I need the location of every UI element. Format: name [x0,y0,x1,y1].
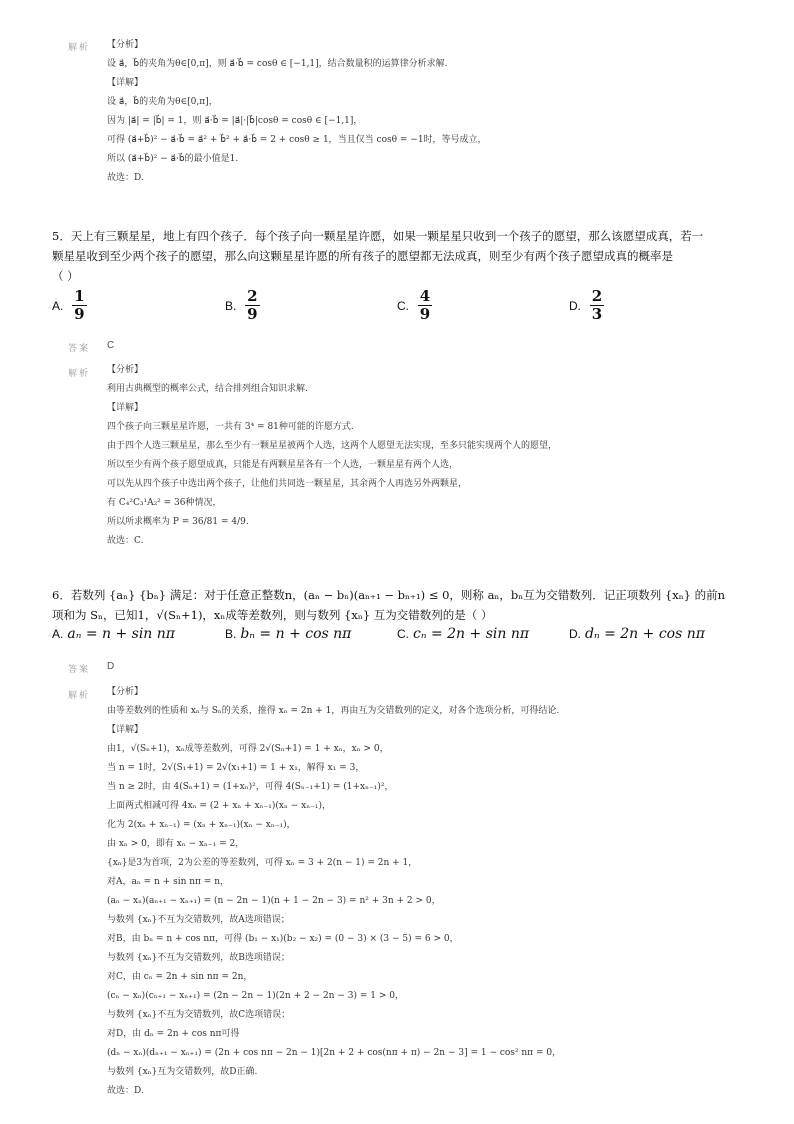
q5-title-line: 5．天上有三颗星星，地上有四个孩子．每个孩子向一颗星星许愿，如果一颗星星只收到一个孩子的愿望，那么该愿望成真，若一 [52,229,704,243]
analysis-line: 对B，由 bₙ = n + cos nπ，可得 (b₁ − x₁)(b₂ − x₂) = (0 − 3) × (3 − 5) = 6 > 0， [107,934,459,944]
analysis-line: 所以所求概率为 P = 36/81 = 4/9. [107,517,249,527]
q6-question [52,585,752,625]
q6-option-b[interactable] [225,624,351,642]
analysis-line: 上面两式相减可得 4xₙ = (2 + xₙ + xₙ₋₁)(xₙ − xₙ₋₁)， [107,801,331,811]
option-expression: aₙ = n + sin nπ [67,626,175,642]
analysis-line: (cₙ − xₙ)(cₙ₊₁ − xₙ₊₁) = (2n − 2n − 1)(2n + 2 − 2n − 3) = 1 > 0， [107,991,404,1001]
answer-label-q5: 答案 [68,344,91,354]
analysis-line: (aₙ − xₙ)(aₙ₊₁ − xₙ₊₁) = (n − 2n − 1)(n + 1 − 2n − 3) = n² + 3n + 2 > 0， [107,896,441,906]
analysis-label-q4: 解析 [68,43,91,53]
option-expression: bₙ = n + cos nπ [240,626,352,642]
fraction-numerator: 4 [419,287,431,305]
option-letter: D. [569,298,581,313]
option-letter: D. [569,627,581,641]
q6-options [52,624,752,664]
analysis-line: 设 a⃗，b⃗的夹角为θ∈[0,π]，则 a⃗·b⃗ = cosθ ∈ [−1,1]，结合数量积的运算律分析求解. [107,59,448,69]
analysis-line: 与数列 {xₙ}互为交错数列，故D正确. [107,1067,258,1077]
q6-option-c[interactable] [397,624,529,642]
analysis-line: 故选：D. [107,1086,144,1096]
q5-option-b[interactable] [225,288,260,323]
option-letter: C. [397,298,409,313]
q5-analysis-block [107,361,757,551]
option-fraction [418,288,432,323]
analysis-label-q6: 解析 [68,691,91,701]
analysis-line: 【详解】 [107,78,144,88]
analysis-line: 由 xₙ > 0，即有 xₙ − xₙ₋₁ = 2， [107,839,245,849]
analysis-label-q5: 解析 [68,369,91,379]
q6-title-line: 项和为 Sₙ，已知1，√(Sₙ+1)，xₙ成等差数列，则与数列 {xₙ} 互为交错数列的是（ ） [52,608,493,622]
analysis-line: 有 C₄²C₃¹A₂² = 36种情况， [107,498,222,508]
analysis-line: 与数列 {xₙ}不互为交错数列，故C选项错误； [107,1010,291,1020]
analysis-line: 【详解】 [107,403,144,413]
analysis-line: 设 a⃗，b⃗的夹角为θ∈[0,π]， [107,97,218,107]
q6-option-a[interactable] [52,624,175,642]
analysis-line: 可以先从四个孩子中选出两个孩子，让他们共同选一颗星星，其余两个人再选另外两颗星， [107,479,468,489]
option-fraction [245,288,259,323]
answer-label-q6: 答案 [68,665,91,675]
analysis-line: 四个孩子向三颗星星许愿，一共有 3⁴ = 81种可能的许愿方式. [107,422,354,432]
q6-title-line: 6．若数列 {aₙ} {bₙ} 满足：对于任意正整数n，(aₙ − bₙ)(aₙ₊₁ − bₙ₊₁) ≤ 0，则称 aₙ，bₙ互为交错数列．记正项数列 {xₙ} 的前n [52,588,726,602]
option-letter: C. [397,627,409,641]
analysis-line: 所以至少有两个孩子愿望成真，只能是有两颗星星各有一个人选，一颗星星有两个人选， [107,460,459,470]
option-letter: A. [52,298,64,313]
analysis-line: (dₙ − xₙ)(dₙ₊₁ − xₙ₊₁) = (2n + cos nπ − 2n − 1)[2n + 2 + cos(nπ + π) − 2n − 3] = 1 − cos² nπ = 0， [107,1048,562,1058]
analysis-line: 所以 (a⃗+b⃗)² − a⃗·b⃗的最小值是1. [107,154,239,164]
fraction-denominator: 3 [591,305,603,323]
analysis-line: 当 n ≥ 2时，由 4(Sₙ+1) = (1+xₙ)²，可得 4(Sₙ₋₁+1) = (1+xₙ₋₁)²， [107,782,394,792]
fraction-numerator: 1 [74,287,85,305]
analysis-line: 与数列 {xₙ}不互为交错数列，故A选项错误； [107,915,290,925]
analysis-line: 由于四个人选三颗星星，那么至少有一颗星星被两个人选，这两个人愿望无法实现，至多只能实现两个人的愿望， [107,441,558,451]
fraction-denominator: 9 [247,305,258,323]
analysis-line: 化为 2(xₙ + xₙ₋₁) = (xₙ + xₙ₋₁)(xₙ − xₙ₋₁)， [107,820,296,830]
option-fraction [590,288,604,323]
q6-analysis-block [107,683,757,1101]
analysis-line: 可得 (a⃗+b⃗)² − a⃗·b⃗ = a⃗² + b⃗² + a⃗·b⃗ = 2 + cosθ ≥ 1，当且仅当 cosθ = −1时，等号成立， [107,135,487,145]
analysis-line: {xₙ}是3为首项，2为公差的等差数列，可得 xₙ = 3 + 2(n − 1) = 2n + 1， [107,858,418,868]
q5-option-d[interactable] [569,288,604,323]
analysis-line: 【分析】 [107,687,144,697]
q6-answer: D [107,661,115,672]
option-expression: dₙ = 2n + cos nπ [585,626,705,642]
analysis-line: 对D，由 dₙ = 2n + cos nπ可得 [107,1029,240,1039]
q5-question [52,226,752,286]
analysis-line: 由等差数列的性质和 xₙ与 Sₙ的关系，推得 xₙ = 2n + 1，再由互为交错数列的定义，对各个选项分析，可得结论. [107,706,560,716]
q5-title-line: （ ） [52,269,79,283]
option-fraction [72,288,86,323]
fraction-denominator: 9 [74,305,85,323]
analysis-line: 故选：C. [107,536,144,546]
fraction-numerator: 2 [591,287,603,305]
option-letter: A. [52,627,64,641]
analysis-line: 当 n = 1时，2√(S₁+1) = 2√(x₁+1) = 1 + x₁，解得 x₁ = 3， [107,763,365,773]
analysis-line: 因为 |a⃗| = |b⃗| = 1，则 a⃗·b⃗ = |a⃗|·|b⃗|cosθ = cosθ ∈ [−1,1]， [107,116,363,126]
analysis-line: 利用古典概型的概率公式，结合排列组合知识求解. [107,384,308,394]
q5-title-line: 颗星星收到至少两个孩子的愿望，那么向这颗星星许愿的所有孩子的愿望都无法成真，则至少有两个孩子愿望成真的概率是 [52,249,673,263]
analysis-line: 由1，√(Sₙ+1)，xₙ成等差数列，可得 2√(Sₙ+1) = 1 + xₙ，xₙ > 0， [107,744,389,754]
fraction-denominator: 9 [419,305,431,323]
analysis-line: 对C，由 cₙ = 2n + sin nπ = 2n， [107,972,253,982]
analysis-line: 故选：D. [107,173,144,183]
fraction-numerator: 2 [247,287,258,305]
option-letter: B. [225,627,237,641]
q5-answer: C [107,340,115,351]
option-expression: cₙ = 2n + sin nπ [413,626,530,642]
q5-options [52,288,752,328]
q4-analysis-block [107,36,757,188]
analysis-line: 【分析】 [107,365,144,375]
q5-option-a[interactable] [52,288,87,323]
analysis-line: 对A，aₙ = n + sin nπ = n， [107,877,230,887]
analysis-line: 与数列 {xₙ}不互为交错数列，故B选项错误； [107,953,290,963]
q6-option-d[interactable] [569,624,705,642]
analysis-line: 【分析】 [107,40,144,50]
option-letter: B. [225,298,237,313]
analysis-line: 【详解】 [107,725,144,735]
q5-option-c[interactable] [397,288,432,323]
